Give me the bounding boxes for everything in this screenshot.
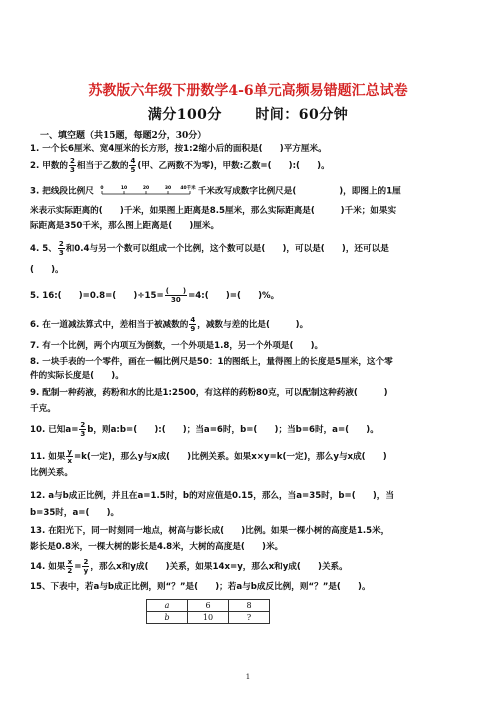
question-3 — [30, 184, 478, 200]
time-limit: 时间：60分钟 — [255, 107, 349, 123]
denominator: 3 — [80, 430, 86, 438]
question-13-cont: 影长是0.8米，一棵大树的影长是4.8米，大树的高度是( )米。 — [30, 542, 284, 552]
numerator: 2 — [83, 558, 89, 566]
question-10 — [30, 421, 478, 438]
denominator: x — [67, 457, 72, 465]
q3-text-b: 千米改写成数字比例尺是( )，即图上的1厘 — [197, 186, 401, 197]
numerator: y — [67, 448, 72, 456]
q2-text-a: 2. 甲数的 — [30, 161, 69, 171]
fraction — [79, 421, 86, 438]
table-cell: b — [147, 612, 188, 624]
fraction — [165, 287, 187, 304]
q6-text-b: ，减数与差的比是( )。 — [197, 320, 309, 330]
question-8: 8. 一块手表的一个零件，画在一幅比例尺是50：1的图纸上，量得图上的长度是5厘米，这个零 — [30, 357, 393, 367]
table-cell: a — [147, 600, 188, 612]
table-cell: 8 — [229, 600, 270, 612]
question-7: 7. 有一个比例，两个内项互为倒数，一个外项是1.8，另一个外项是( )。 — [30, 341, 324, 351]
question-13: 13. 在阳光下，同一时刻同一地点，树高与影长成( )比例。如果一棵小树的高度是1.5米， — [30, 526, 390, 536]
fraction — [82, 558, 89, 575]
q4-text-b: 和0.4与另一个数可以组成一个比例，这个数可以是( )，可以是( )，还可以是 — [65, 244, 389, 254]
fraction — [66, 558, 73, 575]
question-2 — [30, 157, 478, 174]
q11-text-a: 11. 如果 — [30, 452, 66, 462]
question-5 — [30, 287, 478, 304]
numerator: 4 — [190, 316, 196, 324]
numerator: 2 — [70, 157, 75, 165]
q14-text-b: ，那么x和y成( )关系，如果14x=y，那么x和y成( )关系。 — [90, 562, 348, 572]
fraction — [58, 240, 65, 257]
fraction — [66, 448, 73, 465]
q14-text-a: 14. 如果 — [30, 562, 66, 572]
denominator: 5 — [130, 166, 136, 174]
question-4 — [30, 240, 478, 257]
question-3-cont: 米表示实际距离的( )千米，如果图上距离是8.5厘米，那么实际距离是( )千米；如果实 — [30, 206, 397, 216]
denominator: y — [83, 567, 89, 575]
question-15: 15、下表中，若a与b成正比例，则“？”是( )；若a与b成反比例，则“？”是( )。 — [30, 582, 371, 592]
denominator: 9 — [190, 325, 196, 333]
question-8-cont: 件的实际长度是( )。 — [30, 371, 124, 381]
equals-sign: = — [74, 562, 82, 572]
table-cell: 10 — [188, 612, 229, 624]
line-scale-ruler — [96, 184, 196, 198]
ab-table — [146, 599, 270, 624]
q5-text-a: 5. 16:( )=0.8=( )÷15= — [30, 291, 164, 301]
question-4-cont: ( )。 — [30, 265, 64, 275]
table-row — [147, 600, 270, 612]
page-number: 1 — [245, 673, 251, 681]
q4-text-a: 4. 5、 — [30, 244, 57, 254]
question-9-cont: 千克。 — [30, 404, 56, 414]
question-14 — [30, 558, 478, 575]
question-11 — [30, 448, 478, 465]
denominator: 30 — [171, 296, 181, 304]
full-score: 满分100分 — [147, 107, 222, 123]
numerator: 4 — [130, 157, 136, 165]
q11-text-b: =k(一定)，那么y与x成( )比例关系。如果x×y=k(一定)，那么y与x成( ) — [73, 452, 387, 462]
page-title: 苏教版六年级下册数学4-6单元高频易错题汇总试卷 — [88, 83, 408, 99]
denominator: 3 — [70, 166, 75, 174]
question-1: 1. 一个长6厘米、宽4厘米的长方形，按1:2缩小后的面积是( )平方厘米。 — [30, 144, 327, 154]
question-9: 9. 配制一种药液，药粉和水的比是1:2500，有这样的药粉80克，可以配制这种药液( ) — [30, 388, 388, 398]
fraction — [69, 157, 76, 174]
table-cell: 6 — [188, 600, 229, 612]
table-row — [147, 612, 270, 624]
q2-text-c: (甲、乙两数不为零)，甲数:乙数=( ):( )。 — [137, 161, 330, 171]
exam-info — [0, 104, 496, 124]
fraction — [189, 316, 196, 333]
q2-text-b: 相当于乙数的 — [76, 161, 129, 171]
question-6 — [30, 316, 478, 333]
ruler-tick-label: 20 — [142, 186, 149, 191]
q10-text-b: b，则a:b=( ):( )；当a=6时，b=( )；当b=6时，a=( )。 — [87, 425, 379, 435]
question-12-cont: b=35时，a=( )。 — [30, 508, 120, 518]
question-3-cont2: 际距离是350千米，那么图上距离是( )厘米。 — [30, 221, 220, 231]
table-cell: ? — [229, 612, 270, 624]
ruler-tick-label: 0 — [100, 186, 104, 191]
numerator: ( ) — [165, 287, 187, 295]
q10-text-a: 10. 已知a= — [30, 425, 79, 435]
numerator: x — [67, 558, 73, 566]
q3-text-a: 3. 把线段比例尺 — [30, 186, 94, 197]
numerator: 2 — [80, 421, 86, 429]
numerator: 2 — [58, 240, 64, 248]
fraction — [129, 157, 136, 174]
ruler-tick-label: 10 — [120, 186, 127, 191]
section-heading: 一、填空题（共15题，每题2分，30分） — [40, 131, 207, 141]
ruler-tick-label: 40千米 — [180, 186, 196, 191]
q6-text-a: 6. 在一道减法算式中，差相当于被减数的 — [30, 320, 189, 330]
denominator: 2 — [67, 567, 73, 575]
question-11-cont: 比例关系。 — [30, 468, 73, 478]
question-12: 12. a与b成正比例，并且在a=1.5时，b的对应值是0.15，那么，当a=35时，b=( )，当 — [30, 491, 394, 501]
denominator: 3 — [58, 249, 64, 257]
q5-text-b: =4:( )=( )%。 — [188, 291, 280, 301]
ruler-tick-label: 30 — [164, 186, 171, 191]
